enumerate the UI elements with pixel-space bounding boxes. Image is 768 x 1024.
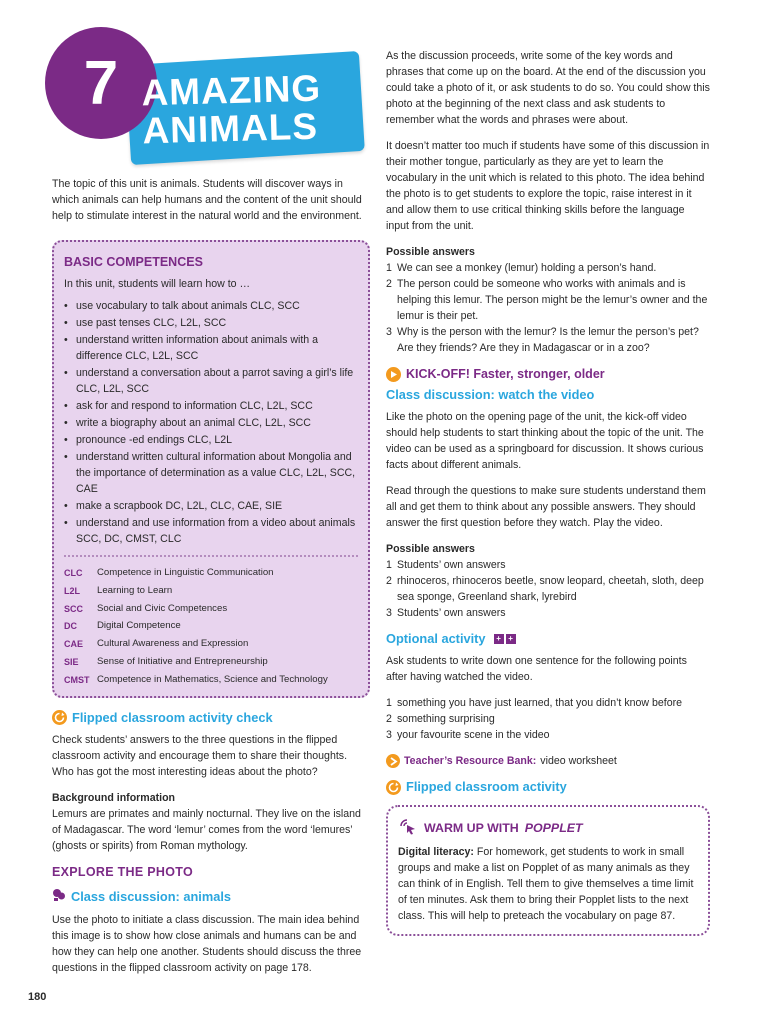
abbreviation-row: SIE Sense of Initiative and Entrepreneurship bbox=[64, 655, 268, 667]
competence-item: • use past tenses CLC, L2L, SCC bbox=[64, 317, 227, 329]
abbreviation-row: L2L Learning to Learn bbox=[64, 584, 173, 596]
competence-item: • pronounce -ed endings CLC, L2L bbox=[64, 434, 233, 446]
class-discussion-heading: Class discussion: animals bbox=[52, 888, 370, 906]
explore-text: Use the photo to initiate a class discussion. The main idea behind this image is to show how close animals and humans can be and how they can help one another. Students should discuss the three questions in the flipped classroom activity on page 178. bbox=[52, 913, 362, 974]
unit-intro: The topic of this unit is animals. Students will discover ways in which animals can help humans and the content of the unit should help to stimulate interest in the natural world and the environment. bbox=[52, 178, 362, 222]
unit-title-line1: AMAZING bbox=[140, 67, 322, 114]
warm-up-box bbox=[386, 805, 710, 936]
abbreviation-row: CMST Competence in Mathematics, Science and Technology bbox=[64, 673, 328, 685]
competences-title: BASIC COMPETENCES bbox=[64, 255, 203, 269]
competence-item: • understand a conversation about a parrot saving a girl’s life CLC, L2L, SCC bbox=[64, 367, 354, 395]
possible-answers-heading: Possible answers bbox=[386, 246, 475, 258]
cursor-click-icon bbox=[398, 817, 418, 839]
arrow-right-icon bbox=[386, 754, 400, 768]
list-item: 3 Students’ own answers bbox=[386, 607, 506, 619]
kickoff-heading: KICK-OFF! Faster, stronger, older bbox=[386, 366, 710, 382]
warm-up-heading: WARM UP WITH POPPLET bbox=[398, 817, 698, 839]
teachers-resource-bank bbox=[386, 753, 710, 769]
play-icon bbox=[386, 367, 401, 382]
background-heading: Background information bbox=[52, 791, 176, 804]
trb-label: Teacher’s Resource Bank: bbox=[404, 755, 537, 767]
unit-title bbox=[140, 67, 323, 152]
divider bbox=[64, 555, 358, 557]
optional-icon: + + bbox=[494, 634, 516, 644]
right-column bbox=[386, 48, 710, 936]
kickoff-para-1: Like the photo on the opening page of the unit, the kick-off video should help students to start thinking about the topic of the unit. The video can be used as a springboard for discussion. It shows curious facts about different animals. bbox=[386, 411, 704, 471]
discussion-para-2: It doesn’t matter too much if students have some of this discussion in their mother tongue, particularly as they are yet to learn the vocabulary in the unit which is related to this photo. The idea behind the photo is to get students to explore the topic, raise interest in it and allow them to use critical thinking skills before the language input from the unit. bbox=[386, 140, 710, 232]
trb-text: video worksheet bbox=[540, 755, 617, 767]
abbreviation-row: DC Digital Competence bbox=[64, 620, 181, 632]
unit-title-line2: ANIMALS bbox=[141, 105, 319, 152]
competences-list bbox=[64, 298, 358, 547]
explore-heading: EXPLORE THE PHOTO bbox=[52, 864, 194, 879]
warm-up-body: For homework, get students to work in small groups and make a list on Popplet of as many animals as they can think of in English. Tell them to give themselves a time limit of ten minutes. Ask them to bring their Popplet lists to the next class. This will help to preteach the vocabulary on page 87. bbox=[398, 846, 694, 922]
flipped-classroom-icon bbox=[52, 710, 67, 725]
list-item: 2 The person could be someone who works with animals and is helping this lemur. The person might be the lemur’s owner and the lemur is their pet. bbox=[386, 278, 708, 322]
digital-literacy-label: Digital literacy: bbox=[398, 846, 474, 858]
list-item: 3 your favourite scene in the video bbox=[386, 729, 550, 741]
list-item: 1 Students’ own answers bbox=[386, 559, 506, 571]
optional-list bbox=[386, 695, 710, 743]
page-number: 180 bbox=[28, 991, 47, 1003]
list-item: 1 We can see a monkey (lemur) holding a person’s hand. bbox=[386, 262, 657, 274]
flipped-check-text: Check students’ answers to the three questions in the flipped classroom activity and encourage them to share their thoughts. Who has got the most interesting ideas about the photo? bbox=[52, 733, 348, 778]
optional-text: Ask students to write down one sentence for the following points after having watched the video. bbox=[386, 655, 687, 683]
unit-number: 7 bbox=[83, 48, 119, 118]
discussion-para-1: As the discussion proceeds, write some of the key words and phrases that come up on the board. At the end of the discussion you could take a photo of it, or ask students to do so. You could show this photo at the beginning of the next class and ask students to remember what the words and phrases were about. bbox=[386, 50, 710, 126]
watch-video-heading: Class discussion: watch the video bbox=[386, 387, 595, 402]
competence-item: • use vocabulary to talk about animals CLC, SCC bbox=[64, 300, 300, 312]
background-text: Lemurs are primates and mainly nocturnal. They live on the island of Madagascar. The word ‘lemur’ comes from the word ‘lemures’ (ghosts or spirits) from Roman mythology. bbox=[52, 807, 361, 852]
list-item: 3 Why is the person with the lemur? Is the lemur the person’s pet? Are they friends? Are they in Madagascar or in a zoo? bbox=[386, 326, 699, 354]
competence-item: • ask for and respond to information CLC, L2L, SCC bbox=[64, 400, 313, 412]
flipped-classroom-heading: Flipped classroom activity bbox=[386, 779, 710, 795]
competence-item: • understand and use information from a video about animals SCC, DC, CMST, CLC bbox=[64, 517, 356, 545]
possible-answers-heading-2: Possible answers bbox=[386, 543, 475, 555]
possible-answers-list-2 bbox=[386, 557, 710, 621]
abbreviation-row: CAE Cultural Awareness and Expression bbox=[64, 638, 249, 650]
competence-item: • write a biography about an animal CLC, L2L, SCC bbox=[64, 417, 311, 429]
flipped-classroom-icon bbox=[386, 780, 401, 795]
list-item: 1 something you have just learned, that you didn’t know before bbox=[386, 697, 683, 709]
optional-activity-heading: Optional activity + + bbox=[386, 631, 710, 647]
left-column bbox=[52, 176, 370, 986]
kickoff-para-2: Read through the questions to make sure students understand them all and get them to think about any possible answers. They should answer the first question before they watch. Play the video. bbox=[386, 485, 706, 529]
competence-item: • make a scrapbook DC, L2L, CLC, CAE, SIE bbox=[64, 500, 283, 512]
list-item: 2 something surprising bbox=[386, 713, 495, 725]
flipped-check-heading: Flipped classroom activity check bbox=[52, 710, 370, 726]
discussion-icon bbox=[52, 888, 66, 906]
unit-number-badge bbox=[45, 27, 157, 139]
possible-answers-list bbox=[386, 260, 710, 356]
basic-competences-box bbox=[52, 240, 370, 698]
list-item: 2 rhinoceros, rhinoceros beetle, snow leopard, cheetah, sloth, deep sea sponge, Greenland shark, lyrebird bbox=[386, 575, 704, 603]
competence-item: • understand written cultural information about Mongolia and the importance of determination as a value CLC, L2L, SCC, CAE bbox=[64, 451, 356, 495]
competences-intro: In this unit, students will learn how to … bbox=[64, 278, 251, 290]
abbreviation-row: SCC Social and Civic Competences bbox=[64, 602, 228, 614]
abbreviations-table bbox=[64, 565, 358, 690]
warm-up-text bbox=[398, 844, 698, 924]
competence-item: • understand written information about animals with a difference CLC, L2L, SCC bbox=[64, 334, 319, 362]
abbreviation-row: CLC Competence in Linguistic Communication bbox=[64, 567, 274, 578]
